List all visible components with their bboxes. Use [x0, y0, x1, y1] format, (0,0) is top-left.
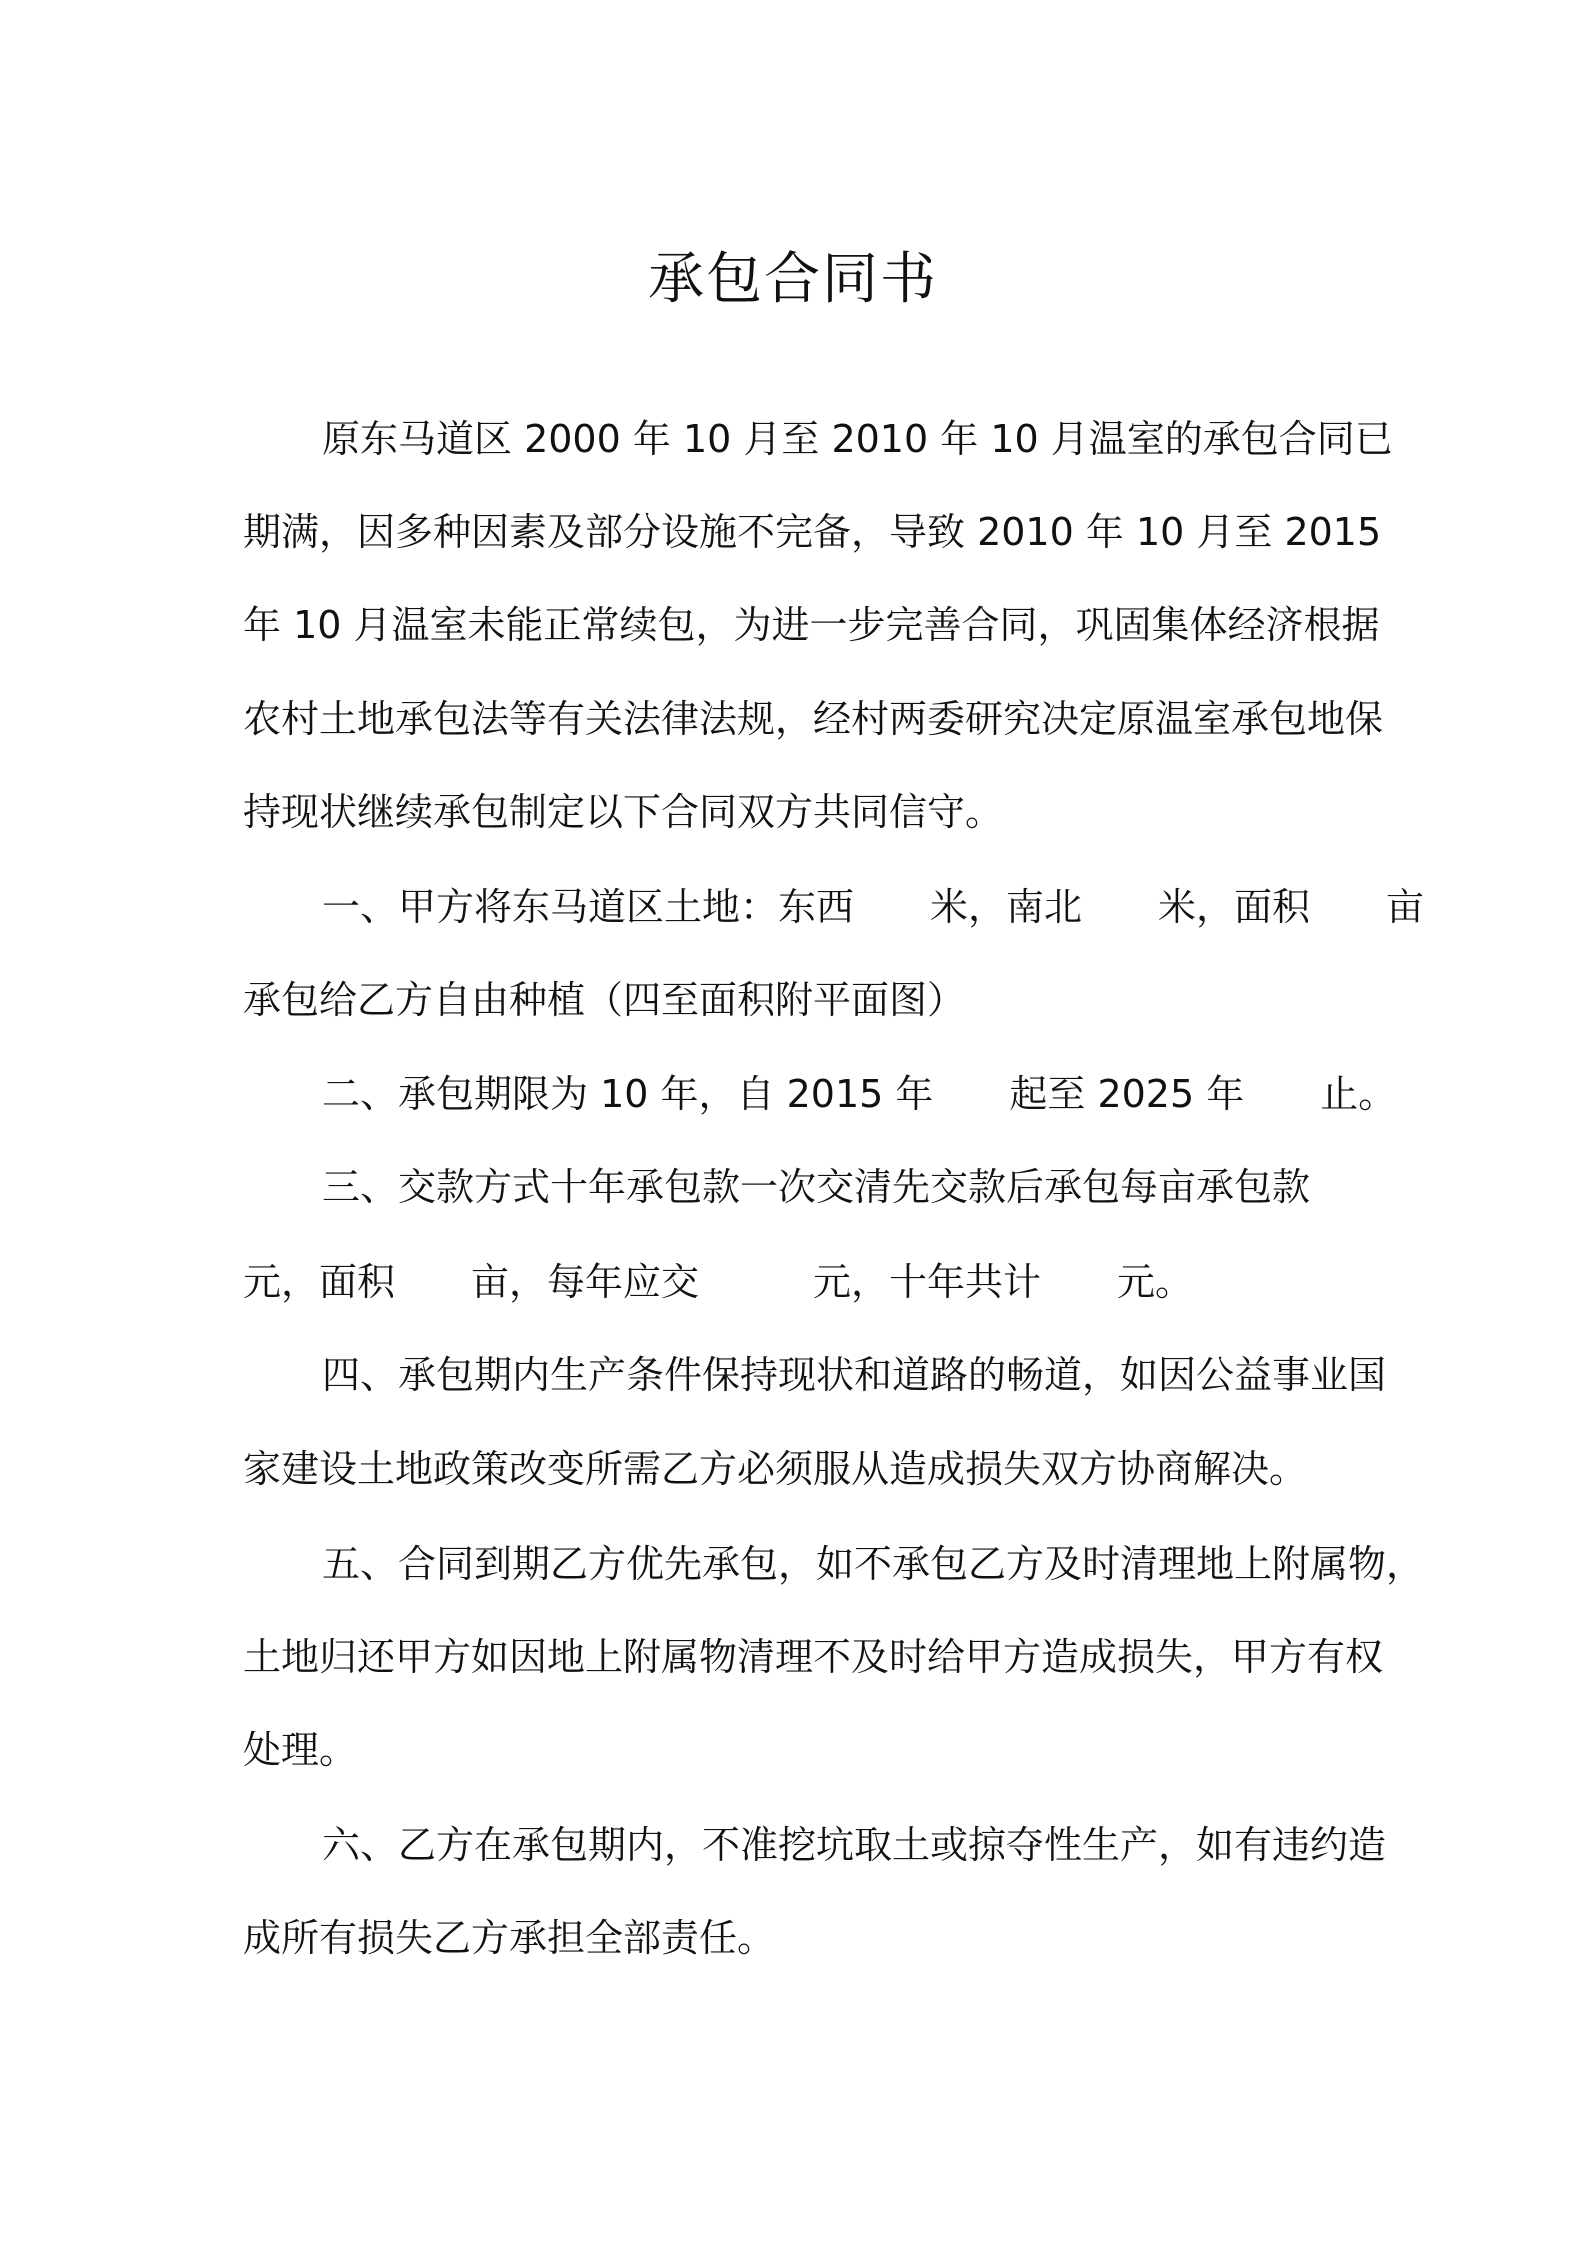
paragraph-line: 五、合同到期乙方优先承包，如不承包乙方及时清理地上附属物， — [322, 1542, 1425, 1586]
paragraph-line: 一、甲方将东马道区土地：东西 米，南北 米，面积 亩 — [322, 885, 1425, 929]
paragraph-line: 六、乙方在承包期内，不准挖坑取土或掠夺性生产，如有违约造 — [322, 1823, 1387, 1867]
paragraph-line: 元，面积 亩，每年应交 元，十年共计 元。 — [243, 1260, 1194, 1304]
paragraph-line: 持现状继续承包制定以下合同双方共同信守。 — [243, 790, 1004, 834]
paragraph-line: 期满，因多种因素及部分设施不完备，导致 2010 年 10 月至 2015 — [243, 510, 1382, 554]
paragraph-line: 农村土地承包法等有关法律法规，经村两委研究决定原温室承包地保 — [243, 697, 1384, 741]
paragraph-line: 三、交款方式十年承包款一次交清先交款后承包每亩承包款 — [322, 1165, 1311, 1209]
paragraph-line: 原东马道区 2000 年 10 月至 2010 年 10 月温室的承包合同已 — [322, 417, 1393, 461]
paragraph-line: 成所有损失乙方承担全部责任。 — [243, 1916, 776, 1960]
paragraph-line: 四、承包期内生产条件保持现状和道路的畅道，如因公益事业国 — [322, 1353, 1387, 1397]
paragraph-line: 二、承包期限为 10 年，自 2015 年 起至 2025 年 止。 — [322, 1072, 1397, 1116]
paragraph-line: 承包给乙方自由种植（四至面积附平面图） — [243, 978, 966, 1022]
paragraph-line: 家建设土地政策改变所需乙方必须服从造成损失双方协商解决。 — [243, 1447, 1308, 1491]
paragraph-line: 处理。 — [243, 1728, 358, 1772]
document-title: 承包合同书 — [648, 247, 938, 312]
paragraph-line: 年 10 月温室未能正常续包，为进一步完善合同，巩固集体经济根据 — [243, 603, 1380, 647]
paragraph-line: 土地归还甲方如因地上附属物清理不及时给甲方造成损失，甲方有权 — [243, 1635, 1384, 1679]
